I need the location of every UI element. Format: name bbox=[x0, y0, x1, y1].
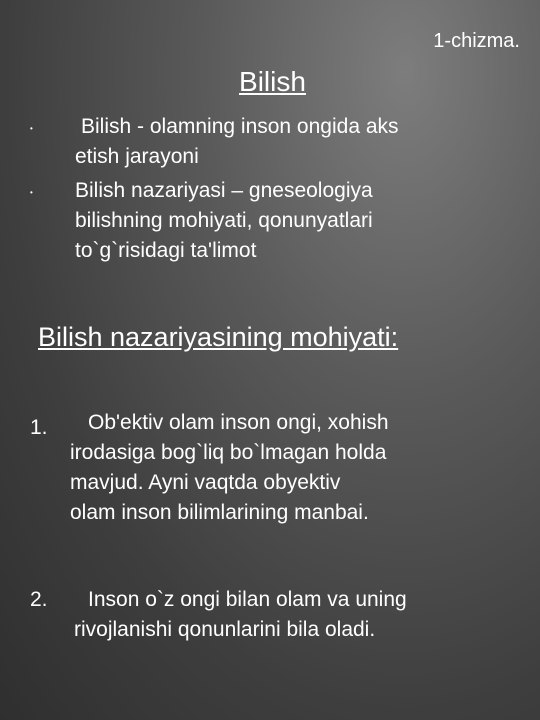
slide-label: 1-chizma. bbox=[433, 30, 520, 52]
bullet-text-line: to`g`risidagi ta'limot bbox=[75, 239, 257, 262]
bullet-item-2 bbox=[75, 176, 525, 266]
bullet-marker: • bbox=[30, 124, 33, 133]
item-number: 2. bbox=[30, 588, 48, 611]
bullet-marker: • bbox=[30, 188, 33, 197]
item-number: 1. bbox=[30, 416, 48, 439]
bullet-item-1 bbox=[75, 112, 525, 172]
item-text-line: Ob'ektiv olam inson ongi, xohish bbox=[88, 411, 389, 434]
bullet-text-line: Bilish nazariyasi – gneseologiya bbox=[75, 179, 373, 202]
section-subtitle: Bilish nazariyasining mohiyati: bbox=[38, 322, 399, 352]
item-text-line: olam inson bilimlarining manbai. bbox=[70, 501, 369, 524]
item-text-line: mavjud. Ayni vaqtda obyektiv bbox=[70, 471, 341, 494]
bullet-text-line: Bilish - olamning inson ongida aks bbox=[81, 115, 399, 138]
numbered-item-2 bbox=[70, 585, 520, 645]
bullet-text-line: bilishning mohiyati, qonunyatlari bbox=[75, 209, 373, 232]
numbered-item-1 bbox=[70, 408, 520, 528]
slide-title: Bilish bbox=[239, 66, 306, 97]
bullet-text-line: etish jarayoni bbox=[75, 145, 199, 168]
item-text-line: rivojlanishi qonunlarini bila oladi. bbox=[74, 618, 376, 641]
item-text-line: irodasiga bog`liq bo`lmagan holda bbox=[70, 441, 387, 464]
item-text-line: Inson o`z ongi bilan olam va uning bbox=[88, 588, 407, 611]
